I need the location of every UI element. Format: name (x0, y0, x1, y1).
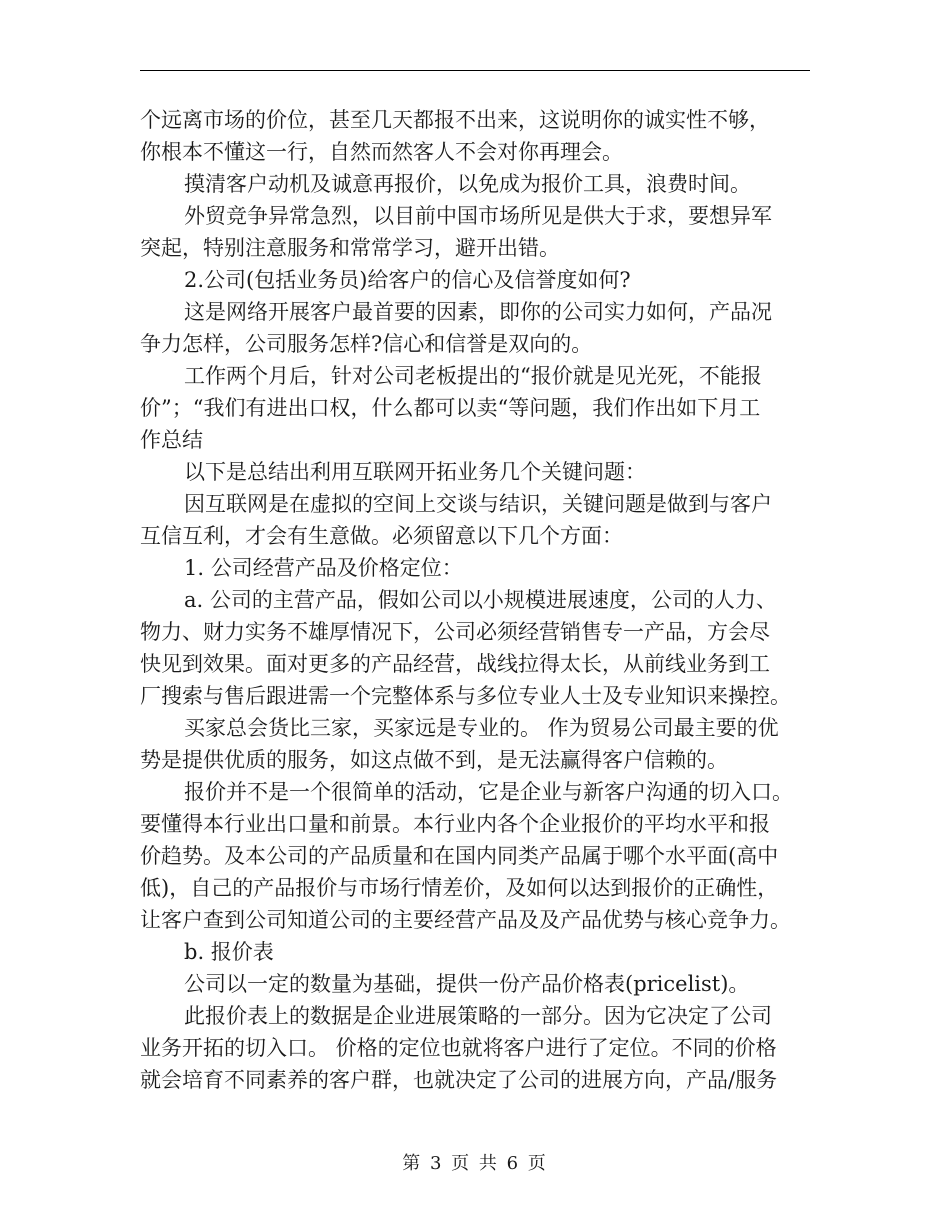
paragraph-line: 买家总会货比三家，买家远是专业的。 作为贸易公司最主要的优 (184, 716, 779, 740)
paragraph-line: 你根本不懂这一行，自然而然客人不会对你再理会。 (140, 140, 623, 164)
paragraph-line: 突起，特别注意服务和常常学习，避开出错。 (140, 236, 560, 260)
paragraph-line: 物力、财力实务不雄厚情况下，公司必须经营销售专一产品，方会尽 (140, 620, 770, 644)
header-rule (140, 70, 810, 71)
paragraph-line: 个远离市场的价位，甚至几天都报不出来，这说明你的诚实性不够， (140, 108, 770, 132)
paragraph-line: 业务开拓的切入口。 价格的定位也就将客户进行了定位。不同的价格 (140, 1036, 777, 1060)
paragraph-line: 要懂得本行业出口量和前景。本行业内各个企业报价的平均水平和报 (140, 812, 770, 836)
paragraph-line: 快见到效果。面对更多的产品经营，战线拉得太长，从前线业务到工 (140, 652, 770, 676)
paragraph-line: 这是网络开展客户最首要的因素，即你的公司实力如何，产品况 (184, 300, 772, 324)
section-heading: 1. 公司经营产品及价格定位： (184, 556, 463, 580)
paragraph-line: 低)，自己的产品报价与市场行情差价，及如何以达到报价的正确性， (140, 876, 779, 900)
paragraph-line: 势是提供优质的服务，如这点做不到，是无法赢得客户信赖的。 (140, 748, 728, 772)
paragraph-line: 作总结 (140, 428, 203, 452)
paragraph-line: 外贸竞争异常急烈，以目前中国市场所见是供大于求，要想异军 (184, 204, 772, 228)
paragraph-line: 价趋势。及本公司的产品质量和在国内同类产品属于哪个水平面(高中 (140, 844, 779, 868)
paragraph-line: 争力怎样，公司服务怎样?信心和信誉是双向的。 (140, 332, 593, 356)
section-heading: 2.公司(包括业务员)给客户的信心及信誉度如何? (184, 268, 631, 292)
paragraph-line: 以下是总结出利用互联网开拓业务几个关键问题： (184, 460, 646, 484)
paragraph-line: 厂搜索与售后跟进需一个完整体系与多位专业人士及专业知识来操控。 (140, 684, 791, 708)
document-body (140, 104, 810, 1096)
paragraph-line: 工作两个月后，针对公司老板提出的“报价就是见光死，不能报 (184, 364, 762, 388)
paragraph-line: 摸清客户动机及诚意再报价，以免成为报价工具，浪费时间。 (184, 172, 751, 196)
paragraph-line: 价”；“我们有进出口权，什么都可以卖“等问题，我们作出如下月工 (140, 396, 761, 420)
paragraph-line: 公司以一定的数量为基础，提供一份产品价格表(pricelist)。 (184, 972, 750, 996)
paragraph-line: 互信互利，才会有生意做。必须留意以下几个方面： (140, 524, 623, 548)
paragraph-line: 报价并不是一个很简单的活动，它是企业与新客户沟通的切入口。 (184, 780, 793, 804)
paragraph-line: 让客户查到公司知道公司的主要经营产品及及产品优势与核心竞争力。 (140, 908, 791, 932)
section-heading: b. 报价表 (184, 940, 274, 964)
paragraph-line: 因互联网是在虚拟的空间上交谈与结识，关键问题是做到与客户 (184, 492, 772, 516)
page-number-footer: 第 3 页 共 6 页 (402, 1153, 548, 1174)
paragraph-line: 就会培育不同素养的客户群，也就决定了公司的进展方向，产品/服务 (140, 1068, 778, 1092)
paragraph-line: 此报价表上的数据是企业进展策略的一部分。因为它决定了公司 (184, 1004, 772, 1028)
paragraph-line: a. 公司的主营产品，假如公司以小规模进展速度，公司的人力、 (184, 588, 777, 612)
